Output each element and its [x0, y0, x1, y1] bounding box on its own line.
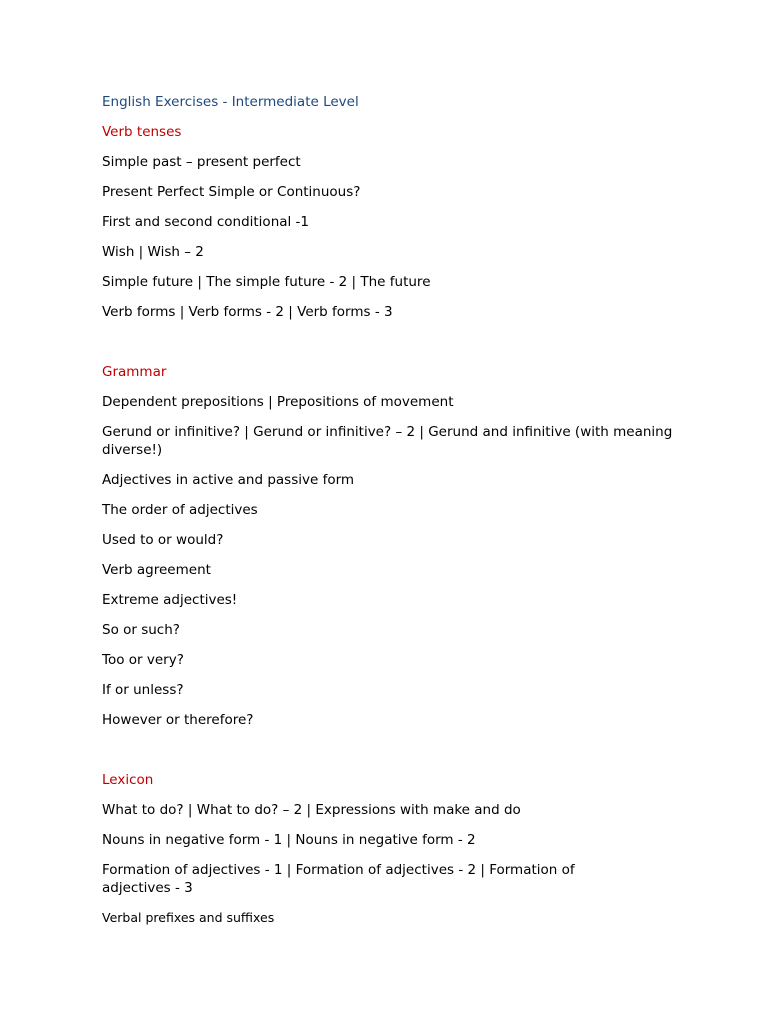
list-item: Used to or would? — [102, 532, 224, 548]
list-item: Present Perfect Simple or Continuous? — [102, 184, 361, 200]
document-title: English Exercises - Intermediate Level — [102, 94, 359, 110]
list-item: Verb agreement — [102, 562, 211, 578]
section-spacer — [102, 741, 692, 771]
list-item: Gerund or infinitive? | Gerund or infinitive? – 2 | Gerund and infinitive (with meaning diverse!) — [102, 424, 673, 458]
list-item: Verb forms | Verb forms - 2 | Verb forms - 3 — [102, 304, 393, 320]
list-item: So or such? — [102, 622, 180, 638]
list-item: If or unless? — [102, 682, 184, 698]
list-item: Simple future | The simple future - 2 | The future — [102, 274, 431, 290]
section-grammar — [102, 363, 692, 729]
list-item: Dependent prepositions | Prepositions of movement — [102, 394, 454, 410]
list-item: Too or very? — [102, 652, 184, 668]
document-page — [102, 93, 692, 939]
list-item: However or therefore? — [102, 712, 254, 728]
list-item: Adjectives in active and passive form — [102, 472, 355, 488]
list-item: What to do? | What to do? – 2 | Expressions with make and do — [102, 802, 521, 818]
section-lexicon — [102, 771, 692, 927]
list-item: First and second conditional -1 — [102, 214, 310, 230]
section-heading-grammar: Grammar — [102, 364, 167, 380]
section-verb-tenses — [102, 123, 692, 321]
section-heading-lexicon: Lexicon — [102, 772, 154, 788]
list-item: Nouns in negative form - 1 | Nouns in negative form - 2 — [102, 832, 476, 848]
list-item: Wish | Wish – 2 — [102, 244, 204, 260]
list-item: Formation of adjectives - 1 | Formation of adjectives - 2 | Formation of adjectives - 3 — [102, 862, 575, 896]
list-item: The order of adjectives — [102, 502, 258, 518]
list-item: Extreme adjectives! — [102, 592, 238, 608]
list-item: Simple past – present perfect — [102, 154, 301, 170]
section-spacer — [102, 333, 692, 363]
section-heading-verb-tenses: Verb tenses — [102, 124, 182, 140]
list-item: Verbal prefixes and suffixes — [102, 910, 275, 925]
